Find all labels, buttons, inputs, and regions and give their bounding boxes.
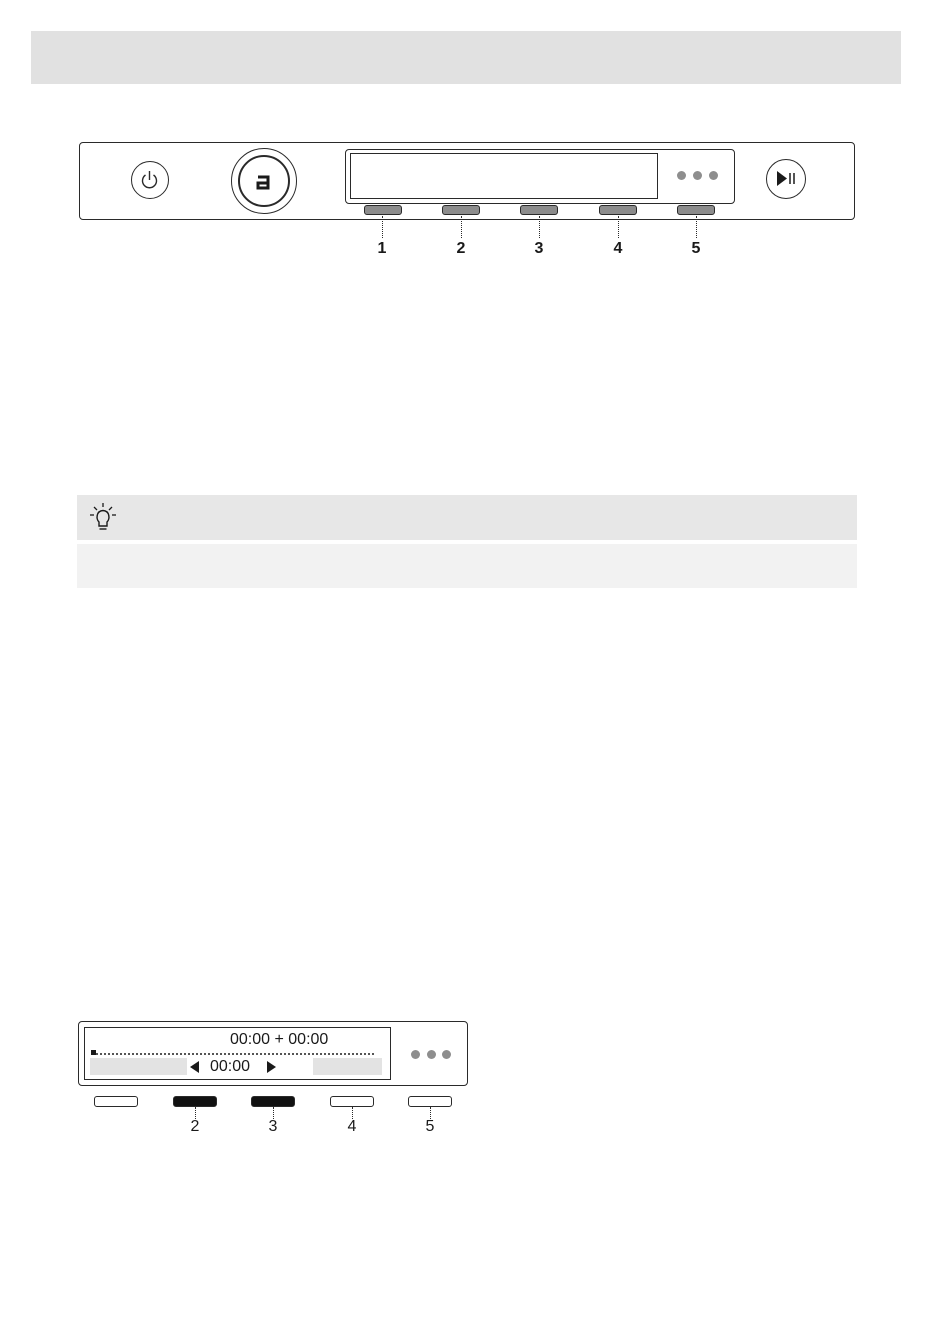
soft-key-4[interactable] (330, 1096, 374, 1107)
key-number-2: 2 (190, 1118, 200, 1135)
leader-line (539, 216, 540, 238)
display-left-field (90, 1058, 187, 1075)
key-number-1: 1 (377, 240, 387, 257)
brand-logo-icon (240, 157, 288, 205)
tip-header (77, 495, 857, 540)
indicator-dot (411, 1050, 420, 1059)
lightbulb-icon (89, 502, 117, 532)
soft-key-2[interactable] (442, 205, 480, 215)
indicator-dot (677, 171, 686, 180)
key-number-2: 2 (456, 240, 466, 257)
duration-sum-text: 00:00 + 00:00 (230, 1031, 329, 1048)
leader-line (618, 216, 619, 238)
indicator-dot (442, 1050, 451, 1059)
key-number-4: 4 (347, 1118, 357, 1135)
indicator-dot (709, 171, 718, 180)
indicator-dot (693, 171, 702, 180)
arrow-left-icon[interactable] (190, 1061, 199, 1073)
start-pause-button[interactable] (766, 159, 806, 199)
power-button[interactable] (131, 161, 169, 199)
leader-line (461, 216, 462, 238)
header-band (31, 31, 901, 84)
key-number-3: 3 (534, 240, 544, 257)
indicator-dot (427, 1050, 436, 1059)
key-number-3: 3 (268, 1118, 278, 1135)
display-screen (350, 153, 658, 199)
soft-key-3-active[interactable] (251, 1096, 295, 1107)
soft-key-1[interactable] (94, 1096, 138, 1107)
leader-line (696, 216, 697, 238)
progress-dotted-line (92, 1053, 374, 1055)
soft-key-2-active[interactable] (173, 1096, 217, 1107)
tip-body (77, 544, 857, 588)
arrow-right-icon[interactable] (267, 1061, 276, 1073)
soft-key-5[interactable] (677, 205, 715, 215)
soft-key-5[interactable] (408, 1096, 452, 1107)
play-pause-icon (767, 160, 804, 197)
key-number-5: 5 (425, 1118, 435, 1135)
power-icon (132, 162, 167, 197)
soft-key-1[interactable] (364, 205, 402, 215)
leader-line (382, 216, 383, 238)
program-knob[interactable] (238, 155, 290, 207)
progress-marker (91, 1050, 96, 1055)
soft-key-3[interactable] (520, 205, 558, 215)
key-number-5: 5 (691, 240, 701, 257)
key-number-4: 4 (613, 240, 623, 257)
time-value: 00:00 (210, 1058, 251, 1075)
soft-key-4[interactable] (599, 205, 637, 215)
display-right-field (313, 1058, 382, 1075)
